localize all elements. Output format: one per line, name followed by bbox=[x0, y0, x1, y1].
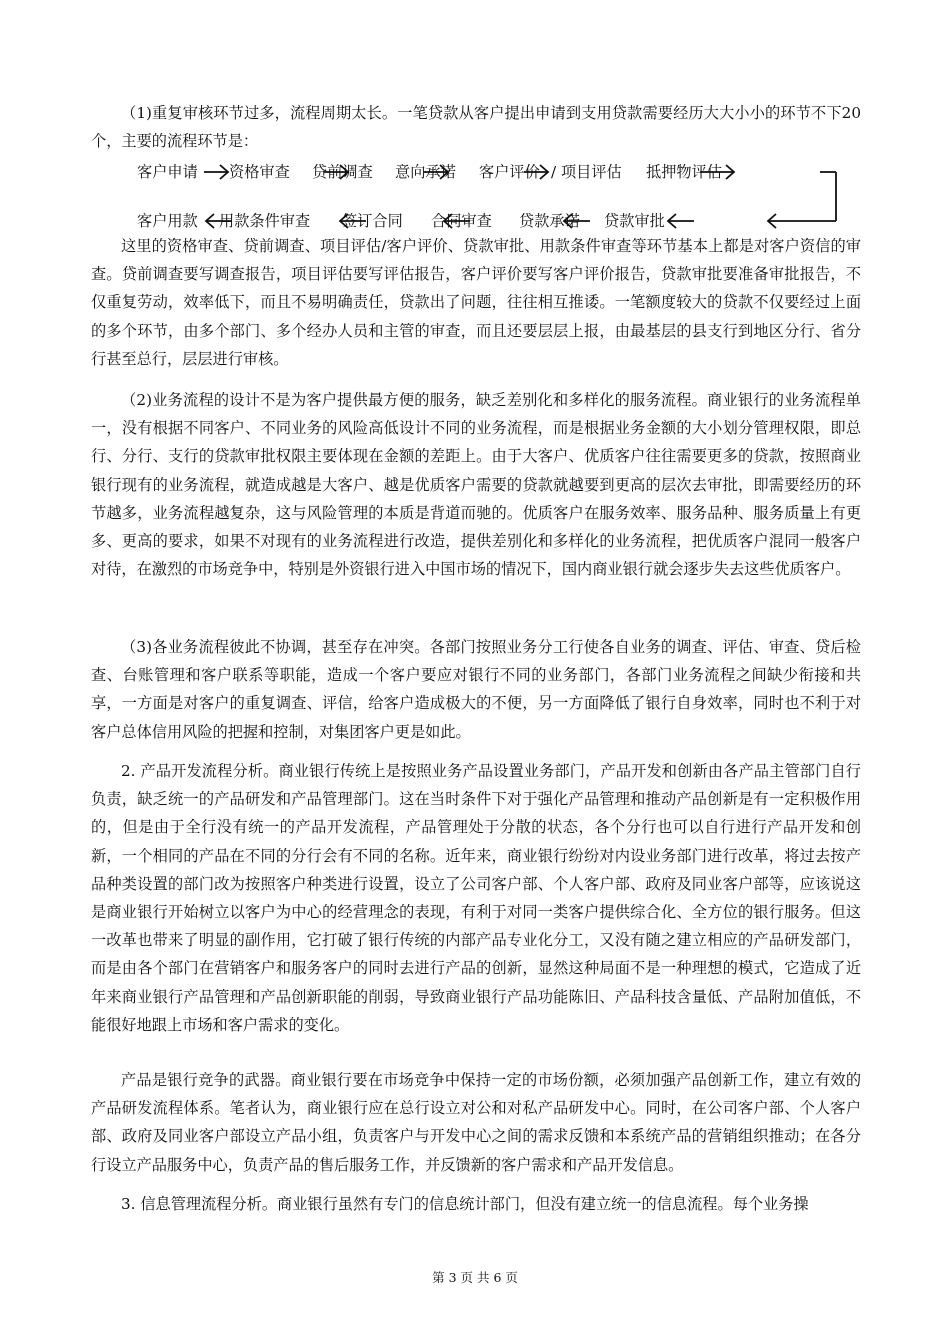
flow-step: 贷款承诺 bbox=[519, 212, 580, 230]
paragraph-6: 产品是银行竞争的武器。商业银行要在市场竞争中保持一定的市场份额，必须加强产品创新工作，建立有效的产品研发流程体系。笔者认为，商业银行应在总行设立对公和对私产品研发中心。同时，在公司客户部、个人客户部、政府及同业客户部设立产品小组，负责客户与开发中心之间的需求反馈和本系统产品的营销组织推动；在各分行设立产品服务中心，负责产品的售后服务工作，并反馈新的客户需求和产品开发信息。 bbox=[91, 1071, 861, 1174]
flow-step: 资格审查 bbox=[229, 163, 290, 181]
flow-step: 签订合同 bbox=[342, 212, 403, 230]
page-footer: 第 3 页 共 6 页 bbox=[432, 1270, 518, 1285]
flow-step: 贷款审批 bbox=[604, 212, 665, 230]
flow-step: 合同审查 bbox=[431, 212, 492, 230]
paragraph-3: （2)业务流程的设计不是为客户提供最方便的服务，缺乏差别化和多样化的服务流程。商业银行的业务流程单一，没有根据不同客户、不同业务的风险高低设计不同的业务流程，而是根据业务金额的大小划分管理权限，即总行、分行、支行的贷款审批权限主要体现在金额的差距上。由于大客户、优质客户往往需要更多的贷款，按照商业银行现有的业务流程，就造成越是大客户、越是优质客户需要的贷款就越要到更高的层次去审批，即需要经历的环节越多，业务流程越复杂，这与风险管理的本质是背道而驰的。优质客户在服务效率、服务品种、服务质量上有更多、更高的要求，如果不对现有的业务流程进行改造，提供差别化和多样化的业务流程，把优质客户混同一般客户对待，在激烈的市场竞争中，特别是外资银行进入中国市场的情况下，国内商业银行就会逐步失去这些优质客户。 bbox=[91, 391, 861, 579]
paragraph-4: （3)各业务流程彼此不协调，甚至存在冲突。各部门按照业务分工行使各自业务的调查、评估、审查、贷后检查、台账管理和客户联系等职能，造成一个客户要应对银行不同的业务部门，各部门业务流程之间缺少衔接和共享，一方面是对客户的重复调查、评信，给客户造成极大的不便，另一方面降低了银行自身效率，同时也不利于对客户总体信用风险的把握和控制，对集团客户更是如此。 bbox=[91, 638, 861, 741]
flow-step: 贷前调查 bbox=[312, 163, 373, 181]
flow-step: 用款条件审查 bbox=[219, 212, 311, 230]
flow-step: 意向承诺 bbox=[395, 163, 456, 181]
paragraph-2: 这里的资格审查、贷前调查、项目评估/客户评价、贷款审批、用款条件审查等环节基本上都是对客户资信的审查。贷前调查要写调查报告，项目评估要写评估报告，客户评价要写客户评价报告，贷款审批要准备审批报告，不仅重复劳动，效率低下，而且不易明确责任，贷款出了问题，往往相互推诿。一笔额度较大的贷款不仅要经过上面的多个环节，由多个部门、多个经办人员和主管的审查，而且还要层层上报，由最基层的县支行到地区分行、省分行甚至总行，层层进行审核。 bbox=[91, 237, 861, 368]
flow-step: 客户申请 bbox=[137, 163, 198, 181]
flow-step: / 项目评估 bbox=[551, 163, 622, 181]
paragraph-1: （1)重复审核环节过多，流程周期太长。一笔贷款从客户提出申请到支用贷款需要经历大大小小的环节不下20个，主要的流程环节是： bbox=[91, 104, 861, 151]
paragraph-7: 3. 信息管理流程分析。商业银行虽然有专门的信息统计部门，但没有建立统一的信息流程。每个业务操 bbox=[121, 1195, 809, 1213]
arrow-right-icon bbox=[204, 165, 228, 179]
flow-step: 抵押物评估 bbox=[646, 163, 722, 181]
flow-step: 客户用款 bbox=[137, 212, 198, 230]
flow-step: 客户评价 bbox=[479, 163, 540, 181]
flow-diagram-arrows bbox=[0, 0, 950, 240]
connector-line bbox=[768, 172, 836, 228]
arrow-left-icon bbox=[668, 214, 694, 228]
paragraph-5: 2. 产品开发流程分析。商业银行传统上是按照业务产品设置业务部门，产品开发和创新由各产品主管部门自行负责，缺乏统一的产品研发和产品管理部门。这在当时条件下对于强化产品管理和推动产品创新是有一定积极作用的，但是由于全行没有统一的产品开发流程，产品管理处于分散的状态，各个分行也可以自行进行产品开发和创新，一个相同的产品在不同的分行会有不同的名称。近年来，商业银行纷纷对内设业务部门进行改革，将过去按产品种类设置的部门改为按照客户种类进行设置，设立了公司客户部、个人客户部、政府及同业客户部等，应该说这是商业银行开始树立以客户为中心的经营理念的表现，有利于对同一类客户提供综合化、全方位的银行服务。但这一改革也带来了明显的副作用，它打破了银行传统的内部产品专业化分工，又没有随之建立相应的产品研发部门，而是由各个部门在营销客户和服务客户的同时去进行产品的创新，显然这种局面不是一种理想的模式，它造成了近年来商业银行产品管理和产品创新职能的削弱，导致商业银行产品功能陈旧、产品科技含量低、产品附加值低，不能很好地跟上市场和客户需求的变化。 bbox=[91, 762, 861, 1034]
